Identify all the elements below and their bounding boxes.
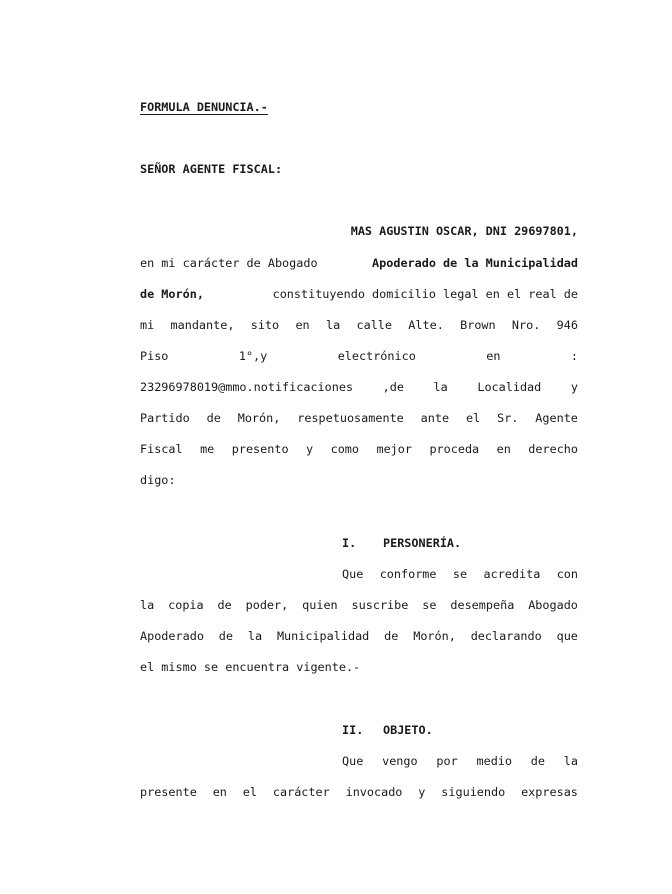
intro-text: constituyendo domicilio legal en el real de bbox=[272, 287, 578, 301]
intro-bold-text: Apoderado de la Municipalidad bbox=[372, 256, 578, 270]
word: 1°,y bbox=[238, 349, 268, 363]
word: acredita bbox=[483, 567, 541, 581]
word: electrónico bbox=[337, 349, 416, 363]
word: copia bbox=[168, 598, 204, 612]
word: Apoderado bbox=[140, 629, 204, 643]
word: en bbox=[212, 785, 227, 799]
word: : bbox=[570, 349, 578, 363]
word: carácter bbox=[272, 785, 330, 799]
word: la bbox=[247, 629, 263, 643]
document-title: FORMULA DENUNCIA.- bbox=[140, 100, 268, 114]
word: la bbox=[325, 318, 341, 332]
intro-line-2 bbox=[140, 254, 578, 272]
word: Agente bbox=[535, 411, 578, 425]
word: la bbox=[433, 380, 448, 394]
intro-text: en mi carácter de Abogado bbox=[140, 256, 318, 270]
word: vengo bbox=[382, 754, 418, 768]
intro-line-6 bbox=[140, 378, 578, 396]
intro-line-7 bbox=[140, 409, 578, 427]
intro-line-9 bbox=[140, 471, 578, 489]
word: Alte. bbox=[408, 318, 444, 332]
word: 946 bbox=[556, 318, 578, 332]
section-2-line-1 bbox=[342, 752, 578, 770]
word: el bbox=[465, 411, 481, 425]
word: la bbox=[140, 598, 155, 612]
section-1-line-3 bbox=[140, 627, 578, 645]
word: de bbox=[217, 598, 232, 612]
word: calle bbox=[356, 318, 392, 332]
word: mejor bbox=[376, 442, 412, 456]
word: en bbox=[496, 442, 511, 456]
intro-line-4 bbox=[140, 316, 578, 334]
word: se bbox=[422, 598, 437, 612]
word: 23296978019@mmo.notificaciones bbox=[140, 380, 354, 394]
word: se bbox=[452, 567, 468, 581]
word: conforme bbox=[379, 567, 437, 581]
word: quien bbox=[302, 598, 338, 612]
intro-bold-text: de Morón, bbox=[140, 287, 204, 301]
word: Fiscal bbox=[140, 442, 183, 456]
word: de bbox=[530, 754, 545, 768]
intro-line-5 bbox=[140, 347, 578, 365]
word: ,de bbox=[382, 380, 404, 394]
word: Partido bbox=[140, 411, 190, 425]
word: sito bbox=[250, 318, 280, 332]
word: declarando bbox=[470, 629, 542, 643]
word: por bbox=[436, 754, 458, 768]
addressee: SEÑOR AGENTE FISCAL: bbox=[140, 162, 283, 176]
intro-text: digo: bbox=[140, 473, 176, 487]
word: que bbox=[556, 629, 578, 643]
word: Abogado bbox=[528, 598, 578, 612]
intro-line-8 bbox=[140, 440, 578, 458]
word: invocado bbox=[345, 785, 403, 799]
word: la bbox=[563, 754, 578, 768]
section-1-title: PERSONERÍA. bbox=[383, 536, 462, 550]
section-1-line-4 bbox=[140, 658, 578, 676]
word: en bbox=[486, 349, 501, 363]
word: presento bbox=[231, 442, 289, 456]
word: medio bbox=[476, 754, 512, 768]
section-2-line-2 bbox=[140, 783, 578, 801]
word: Brown bbox=[460, 318, 496, 332]
word: de bbox=[384, 629, 399, 643]
section-2-title: OBJETO. bbox=[383, 723, 433, 737]
word: Morón, bbox=[413, 629, 456, 643]
word: Que bbox=[342, 567, 364, 581]
word: como bbox=[330, 442, 360, 456]
word: Municipalidad bbox=[276, 629, 370, 643]
word: Sr. bbox=[497, 411, 519, 425]
section-1-number: I. bbox=[342, 536, 357, 550]
word: desempeña bbox=[450, 598, 515, 612]
word: de bbox=[206, 411, 221, 425]
word: derecho bbox=[528, 442, 578, 456]
word: ante bbox=[420, 411, 450, 425]
intro-line-3 bbox=[140, 285, 578, 303]
word: y bbox=[570, 380, 578, 394]
word: Morón, bbox=[237, 411, 281, 425]
word: poder, bbox=[245, 598, 289, 612]
word: Piso bbox=[140, 349, 169, 363]
party-name-dni: MAS AGUSTIN OSCAR, DNI 29697801, bbox=[350, 224, 578, 238]
word: con bbox=[556, 567, 578, 581]
word: y bbox=[306, 442, 314, 456]
section-2-number: II. bbox=[342, 723, 364, 737]
section-1-text: el mismo se encuentra vigente.- bbox=[140, 660, 361, 674]
word: el bbox=[242, 785, 258, 799]
word: y bbox=[418, 785, 426, 799]
word: de bbox=[218, 629, 233, 643]
word: en bbox=[295, 318, 310, 332]
word: Localidad bbox=[477, 380, 542, 394]
word: respetuosamente bbox=[297, 411, 404, 425]
word: presente bbox=[140, 785, 197, 799]
word: Nro. bbox=[511, 318, 541, 332]
word: mandante, bbox=[170, 318, 235, 332]
word: Que bbox=[342, 754, 364, 768]
word: siguiendo bbox=[441, 785, 506, 799]
word: me bbox=[200, 442, 215, 456]
section-1-line-1 bbox=[342, 565, 578, 583]
word: proceda bbox=[429, 442, 480, 456]
word: suscribe bbox=[351, 598, 409, 612]
word: expresas bbox=[521, 785, 578, 799]
section-1-line-2 bbox=[140, 596, 578, 614]
word: mi bbox=[140, 318, 155, 332]
